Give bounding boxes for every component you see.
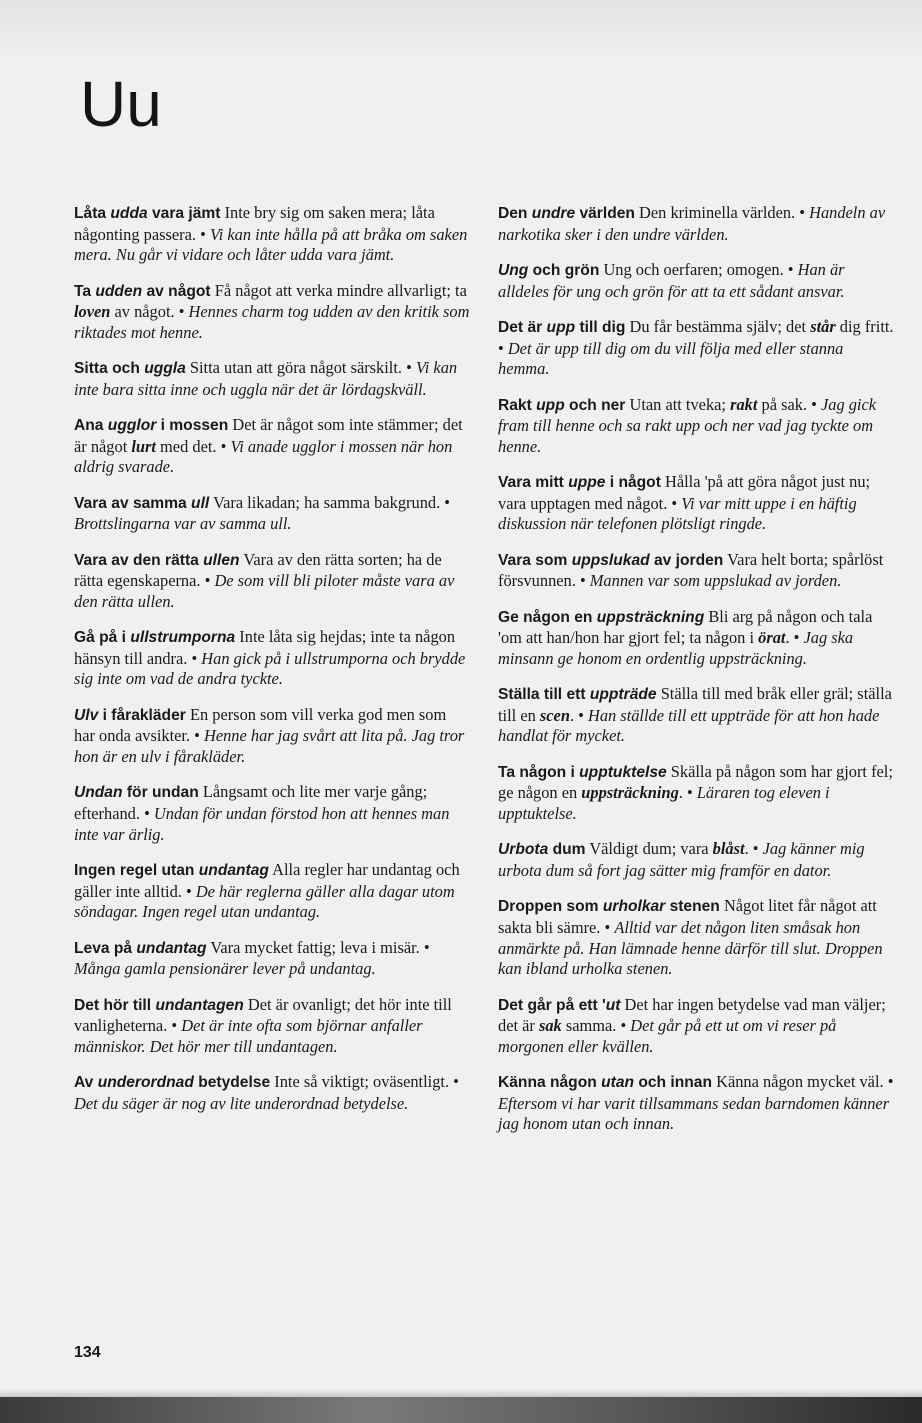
entry-example: Eftersom vi har varit tillsammans sedan barndomen känner jag honom utan och innan. [498, 1093, 890, 1134]
headword-keyword: uppe [568, 474, 606, 492]
dictionary-entry: Vara av samma ull Vara likadan; ha samma bakgrund. • Brottslingarna var av samma ull. [74, 492, 451, 534]
dictionary-entry: Gå på i ullstrumporna Inte låta sig hejdas; inte ta någon hänsyn till andra. • Han gick på i ullstrumporna och brydde sig inte om vad de andra tyckte. [74, 627, 466, 689]
headword-keyword: ugglor [107, 417, 157, 435]
entry-headword [498, 609, 704, 626]
cross-reference: loven [74, 302, 111, 322]
headword-text: Vara av samma [74, 494, 192, 512]
headword-keyword: ut [605, 996, 621, 1014]
dictionary-entry: Ung och grön Ung och oerfaren; omogen. • Han är alldeles för ung och grön för att ta ett sådant ansvar. [498, 259, 845, 301]
entry-example: Han är alldeles för ung och grön för att ta ett sådant ansvar. [498, 259, 845, 301]
entry-headword [74, 629, 235, 646]
dictionary-entry: Det hör till undantagen Det är ovanligt; det hör inte till vanligheterna. • Det är inte ofta som björnar anfaller människor. Det hör mer till undantagen. [74, 994, 452, 1056]
entry-definition: Inte bry sig om saken mera; låta någonting passera. [74, 203, 435, 244]
section-letter: Uu [80, 68, 162, 140]
headword-keyword: undantag [198, 862, 269, 880]
entry-definition: Det har ingen betydelse vad man väljer; det är [498, 994, 886, 1036]
entry-definition: . [744, 839, 749, 859]
entry-definition: Något litet får något att sakta bli sämre. [498, 896, 877, 937]
entry-example: Jag gick fram till henne och sa rakt upp och ner vad jag tyckte om henne. [498, 394, 877, 456]
entry-definition: Få något att verka mindre allvarligt; ta [214, 280, 467, 300]
cross-reference: står [810, 316, 836, 336]
headword-keyword: Ulv [74, 706, 99, 724]
headword-keyword: uppslukad [571, 551, 650, 569]
entry-example: Hennes charm tog udden av den kritik som riktades mot henne. [74, 302, 470, 342]
headword-text: dum [548, 841, 586, 859]
entry-example: De som vill bli piloter måste vara av den rätta ullen. [74, 571, 455, 611]
entry-example: Alltid var det någon liten småsak hon anmärkte på. Han lämnade henne därför till slut. Droppen kan ibland urholka stenen. [498, 918, 883, 979]
entry-definition: samma. [561, 1016, 617, 1036]
headword-text: till dig [575, 318, 626, 336]
entry-headword [498, 764, 667, 781]
dictionary-entry: Sitta och uggla Sitta utan att göra något särskilt. • Vi kan inte bara sitta inne och uggla när det är lördagskväll. [74, 358, 458, 399]
headword-text: stenen [665, 898, 720, 916]
headword-text: betydelse [193, 1074, 271, 1092]
scan-edge-shadow [0, 1389, 922, 1397]
entry-headword [498, 319, 625, 336]
headword-text: Leva på [74, 939, 137, 957]
entry-headword [498, 997, 620, 1014]
cross-reference: örat [758, 628, 786, 648]
entry-definition: på sak. [757, 394, 808, 414]
entry-headword [74, 283, 211, 300]
entry-example: Jag ska minsann ge honom en ordentlig uppsträckning. [498, 628, 854, 668]
entry-definition: Känna någon mycket väl. [716, 1072, 884, 1092]
dictionary-entry: Urbota dum Väldigt dum; vara blåst. • Jag känner mig urbota dum så fort jag sätter mig framför en dator. [498, 839, 865, 881]
dictionary-entry: Ingen regel utan undantag Alla regler har undantag och gäller inte alltid. • De här reglerna gäller alla dagar utom söndagar. Ingen regel utan undantag. [74, 860, 460, 922]
entry-headword [498, 686, 657, 703]
dictionary-entry: Ulv i fårakläder En person som vill verka god men som har onda avsikter. • Henne har jag svårt att lita på. Jag tror hon är en ulv i fårakläder. [74, 704, 465, 767]
entry-definition: Väldigt dum; vara [589, 839, 713, 859]
headword-text: Den [498, 205, 532, 222]
entry-example: Han gick på i ullstrumporna och brydde sig inte om vad de andra tyckte. [74, 648, 466, 689]
entry-example: Vi anade ugglor i mossen när hon aldrig svarade. [74, 436, 453, 477]
entry-definition: Vara mycket fattig; leva i misär. [210, 937, 420, 957]
entry-headword [74, 205, 220, 222]
entry-definition: Vara helt borta; spårlöst försvunnen. [498, 549, 884, 591]
dictionary-entry: Känna någon utan och innan Känna någon mycket väl. • Eftersom vi har varit tillsammans sedan barndomen känner jag honom utan och innan. [498, 1072, 894, 1134]
dictionary-entry: Vara som uppslukad av jorden Vara helt borta; spårlöst försvunnen. • Mannen var som uppslukad av jorden. [498, 549, 884, 591]
headword-text: Ana [74, 417, 108, 435]
entry-definition: En person som vill verka god men som har onda avsikter. [74, 704, 447, 746]
entry-headword [74, 784, 199, 801]
entry-headword [498, 474, 661, 491]
entry-definition: Inte så viktigt; oväsentligt. [274, 1072, 450, 1092]
headword-text: Det hör till [74, 996, 156, 1014]
headword-text: vara jämt [147, 205, 221, 222]
headword-text: Sitta och [74, 360, 145, 378]
entry-headword [498, 397, 625, 414]
dictionary-entry: Det är upp till dig Du får bestämma själv; det står dig fritt. • Det är upp till dig om du vill följa med eller stanna hemma. [498, 316, 894, 379]
headword-keyword: undantag [136, 939, 207, 957]
entry-example: Undan för undan förstod hon att hennes man inte var ärlig. [74, 804, 450, 844]
headword-text: Låta [74, 205, 111, 222]
dictionary-entry: Ställa till ett uppträde Ställa till med bråk eller gräl; ställa till en scen. • Han ställde till ett uppträde för att hon hade handlat för mycket. [498, 684, 892, 746]
entry-definition: Den kriminella världen. [639, 203, 796, 222]
entry-headword [498, 552, 723, 569]
dictionary-entry: Vara av den rätta ullen Vara av den rätta sorten; ha de rätta egenskaperna. • De som vill bli piloter måste vara av den rätta ullen. [74, 549, 455, 611]
entry-definition: dig fritt. [835, 316, 894, 336]
cross-reference: lurt [131, 436, 156, 456]
entry-example: Mannen var som uppslukad av jorden. [589, 571, 842, 591]
entry-definition: Vara av den rätta sorten; ha de rätta egenskaperna. [74, 549, 442, 591]
headword-text: Ge någon en [498, 608, 597, 626]
dictionary-entry: Låta udda vara jämt Inte bry sig om saken mera; låta någonting passera. • Vi kan inte hålla på att bråka om saken mera. Nu går vi vidare och låter udda vara jämt. [74, 203, 468, 265]
entry-example: Handeln av narkotika sker i den undre världen. [498, 203, 886, 244]
entry-headword [74, 1074, 270, 1091]
headword-text: världen [575, 205, 635, 222]
entry-example: Det går på ett ut om vi reser på morgonen eller kvällen. [498, 1016, 837, 1056]
headword-text: Vara mitt [498, 474, 569, 492]
headword-text: Vara som [498, 551, 572, 569]
entry-headword [498, 205, 635, 222]
entry-headword [74, 495, 209, 512]
headword-text: Droppen som [498, 898, 603, 916]
entry-headword [498, 898, 720, 915]
headword-keyword: udden [95, 282, 143, 300]
entry-definition: Ung och oerfaren; omogen. [603, 259, 784, 279]
entry-definition: av något. [110, 302, 175, 322]
headword-text: och ner [564, 396, 626, 414]
entry-definition: Vara likadan; ha samma bakgrund. [213, 492, 441, 512]
headword-text: Ta [74, 282, 96, 300]
entry-headword [498, 262, 599, 279]
headword-text: Ställa till ett [498, 686, 590, 704]
headword-text: för undan [122, 784, 199, 802]
headword-keyword: Urbota [498, 841, 549, 859]
headword-keyword: upptuktelse [579, 763, 667, 781]
headword-keyword: undantagen [155, 996, 244, 1014]
entry-definition: Sitta utan att göra något särskilt. [189, 358, 403, 378]
entry-definition: Det är något som inte stämmer; det är något [74, 415, 463, 456]
dictionary-entry: Undan för undan Långsamt och lite mer varje gång; efterhand. • Undan för undan förstod hon att hennes man inte var ärlig. [74, 782, 450, 844]
entry-definition: med det. [155, 436, 217, 456]
entry-headword [74, 707, 186, 724]
headword-text: Av [74, 1074, 98, 1092]
entry-definition: . [569, 705, 575, 725]
entry-headword [498, 841, 586, 858]
headword-keyword: Ung [498, 261, 529, 279]
entry-headword [498, 1074, 712, 1091]
entry-definition: Hålla 'på att göra något just nu; vara upptagen med något. [498, 472, 871, 513]
entry-example: Henne har jag svårt att lita på. Jag tror hon är en ulv i fårakläder. [74, 726, 465, 767]
entry-definition: Alla regler har undantag och gäller inte alltid. [74, 860, 460, 901]
entry-example: Det är upp till dig om du vill följa med eller stanna hemma. [498, 338, 844, 379]
right-column [498, 203, 894, 1150]
headword-text: och grön [528, 261, 600, 279]
headword-text: Det går på ett ' [498, 996, 606, 1014]
headword-text: och innan [634, 1074, 712, 1092]
entry-definition: . [785, 628, 790, 648]
dictionary-entry: Den undre världen Den kriminella världen. • Handeln av narkotika sker i den undre världen. [498, 203, 886, 244]
headword-text: Vara av den rätta [74, 551, 204, 569]
entry-headword [74, 997, 244, 1014]
headword-text: av något [142, 282, 211, 300]
headword-keyword: upp [546, 318, 576, 336]
dictionary-entry: Ge någon en uppsträckning Bli arg på någon och tala 'om att han/hon har gjort fel; ta någon i örat. • Jag ska minsann ge honom en ordentlig uppsträckning. [498, 606, 873, 668]
headword-text: av jorden [649, 551, 724, 569]
dictionary-entry: Droppen som urholkar stenen Något litet får något att sakta bli sämre. • Alltid var det någon liten småsak hon anmärkte på. Han lämnade henne därför till slut. Droppen kan ibland urholka stenen. [498, 896, 883, 979]
headword-text: Gå på i [74, 629, 131, 647]
entry-example: De här reglerna gäller alla dagar utom söndagar. Ingen regel utan undantag. [74, 881, 455, 922]
scan-bottom-edge [0, 1397, 922, 1423]
cross-reference: rakt [730, 394, 758, 414]
entry-example: Det du säger är nog av lite underordnad betydelse. [74, 1093, 409, 1113]
entry-headword [74, 940, 207, 957]
page-number: 134 [74, 1344, 101, 1361]
cross-reference: blåst [712, 839, 745, 859]
entry-headword [74, 417, 228, 434]
headword-keyword: utan [601, 1074, 635, 1092]
headword-keyword: underordnad [97, 1074, 194, 1092]
entry-example: Han ställde till ett uppträde för att hon hade handlat för mycket. [498, 705, 880, 746]
entry-definition: Ställa till med bråk eller gräl; ställa till en [498, 684, 892, 725]
entry-definition: Bli arg på någon och tala 'om att han/hon har gjort fel; ta någon i [498, 606, 873, 648]
entry-definition: Det är ovanligt; det hör inte till vanligheterna. [74, 994, 452, 1036]
headword-keyword: ull [191, 494, 210, 512]
entry-definition: . [678, 783, 683, 803]
headword-keyword: uppsträckning [596, 608, 705, 626]
entry-example: Jag känner mig urbota dum så fort jag sätter mig framför en dator. [498, 839, 865, 881]
headword-keyword: upp [536, 396, 565, 414]
headword-text: Det är [498, 318, 547, 336]
entry-example: Det är inte ofta som björnar anfaller människor. Det hör mer till undantagen. [74, 1016, 423, 1056]
headword-text: Rakt [498, 396, 537, 414]
headword-keyword: udda [110, 205, 148, 222]
headword-text: Ingen regel utan [74, 862, 199, 880]
headword-keyword: undre [531, 205, 576, 222]
entry-definition: Du får bestämma själv; det [629, 316, 811, 336]
entry-example: Vi kan inte hålla på att bråka om saken mera. Nu går vi vidare och låter udda vara jämt. [74, 224, 468, 265]
dictionary-entry: Leva på undantag Vara mycket fattig; leva i misär. • Många gamla pensionärer lever på undantag. [74, 937, 430, 979]
cross-reference: sak [538, 1016, 562, 1036]
entry-example: Många gamla pensionärer lever på undantag. [74, 959, 376, 979]
cross-reference: scen [539, 705, 570, 725]
dictionary-entry: Rakt upp och ner Utan att tveka; rakt på sak. • Jag gick fram till henne och sa rakt upp och ner vad jag tyckte om henne. [498, 394, 877, 456]
entry-definition: Inte låta sig hejdas; inte ta någon hänsyn till andra. [74, 627, 456, 668]
entry-definition: Långsamt och lite mer varje gång; efterhand. [74, 782, 428, 824]
entry-definition: Utan att tveka; [629, 394, 731, 414]
headword-keyword: uppträde [589, 686, 657, 704]
headword-keyword: ullen [203, 551, 240, 569]
headword-keyword: Undan [74, 784, 123, 802]
dictionary-entry: Ta udden av något Få något att verka mindre allvarligt; ta loven av något. • Hennes charm tog udden av den kritik som riktades mot henne. [74, 280, 470, 342]
entry-headword [74, 552, 240, 569]
headword-text: i fårakläder [98, 706, 186, 724]
entry-headword [74, 360, 186, 377]
dictionary-entry: Ta någon i upptuktelse Skälla på någon som har gjort fel; ge någon en uppsträckning. • Läraren tog eleven i upptuktelse. [498, 761, 893, 824]
entry-example: Vi var mitt uppe i en häftig diskussion när telefonen plötsligt ringde. [498, 493, 857, 534]
headword-text: Ta någon i [498, 763, 580, 781]
page-top-bleed [0, 0, 922, 60]
entry-headword [74, 862, 269, 879]
headword-text: i mossen [156, 417, 229, 435]
entry-example: Läraren tog eleven i upptuktelse. [498, 783, 830, 824]
headword-keyword: urholkar [602, 898, 666, 916]
entry-definition: Skälla på någon som har gjort fel; ge någon en [498, 761, 893, 803]
dictionary-entry: Ana ugglor i mossen Det är något som inte stämmer; det är något lurt med det. • Vi anade ugglor i mossen när hon aldrig svarade. [74, 415, 463, 477]
entry-example: Brottslingarna var av samma ull. [74, 514, 292, 534]
headword-text: i något [605, 474, 661, 492]
cross-reference: uppsträckning [581, 783, 679, 803]
dictionary-entry: Det går på ett 'ut Det har ingen betydelse vad man väljer; det är sak samma. • Det går på ett ut om vi reser på morgonen eller kvällen. [498, 994, 886, 1056]
headword-keyword: ullstrumporna [130, 629, 236, 647]
dictionary-entry: Av underordnad betydelse Inte så viktigt; oväsentligt. • Det du säger är nog av lite underordnad betydelse. [74, 1072, 459, 1113]
headword-keyword: uggla [144, 360, 186, 378]
headword-text: Känna någon [498, 1074, 602, 1092]
entry-example: Vi kan inte bara sitta inne och uggla när det är lördagskväll. [74, 358, 458, 399]
left-column [74, 203, 470, 1129]
dictionary-entry: Vara mitt uppe i något Hålla 'på att göra något just nu; vara upptagen med något. • Vi var mitt uppe i en häftig diskussion när telefonen plötsligt ringde. [498, 472, 871, 534]
